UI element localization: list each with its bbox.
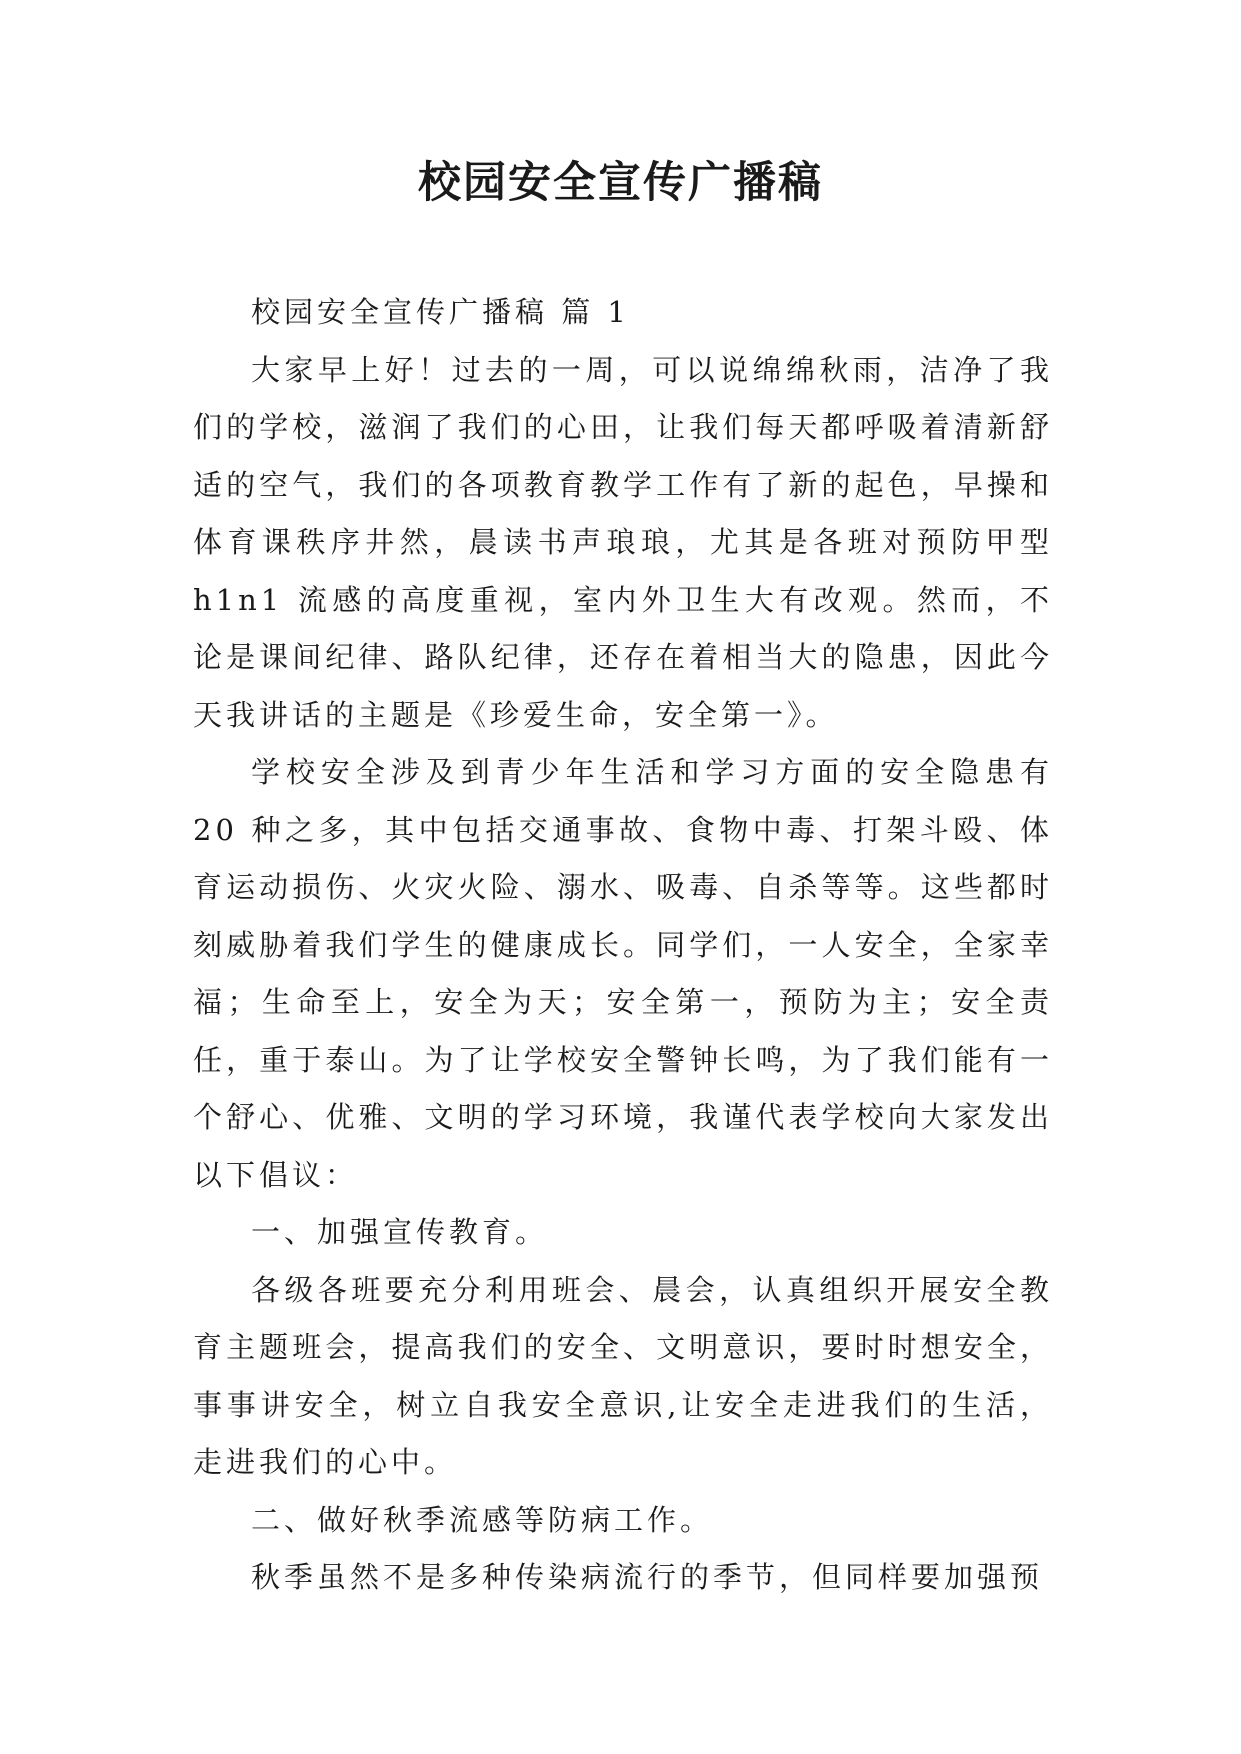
paragraph: 秋季虽然不是多种传染病流行的季节，但同样要加强预 [251, 1560, 1044, 1594]
paragraph: 学校安全涉及到青少年生活和学习方面的安全隐患有 20 种之多，其中包括交通事故、食物中毒、打架斗殴、体育运动损伤、火灾火险、溺水、吸毒、自杀等等。这些都时刻威胁着我们学生的健康成长。同学们，一人安全，全家幸福；生命至上，安全为天；安全第一，预防为主；安全责任，重于泰山。为了让学校安全警钟长鸣，为了我们能有一个舒心、优雅、文明的学习环境，我谨代表学校向大家发出以下倡议： [193, 755, 1053, 1192]
paragraph: 各级各班要充分利用班会、晨会，认真组织开展安全教育主题班会，提高我们的安全、文明意识，要时时想安全，事事讲安全，树立自我安全意识,让安全走进我们的生活，走进我们的心中。 [193, 1272, 1053, 1479]
paragraph-heading: 校园安全宣传广播稿 篇 1 [251, 295, 630, 329]
paragraph: 大家早上好！过去的一周，可以说绵绵秋雨，洁净了我们的学校，滋润了我们的心田，让我们每天都呼吸着清新舒适的空气，我们的各项教育教学工作有了新的起色，早操和体育课秩序井然，晨读书声琅琅，尤其是各班对预防甲型h1n1 流感的高度重视，室内外卫生大有改观。然而，不论是课间纪律、路队纪律，还存在着相当大的隐患，因此今天我讲话的主题是《珍爱生命，安全第一》。 [193, 352, 1053, 732]
document-body [193, 284, 1053, 1607]
document-title: 校园安全宣传广播稿 [418, 158, 823, 208]
section-heading: 二、做好秋季流感等防病工作。 [251, 1502, 714, 1537]
section-heading: 一、加强宣传教育。 [251, 1215, 549, 1249]
